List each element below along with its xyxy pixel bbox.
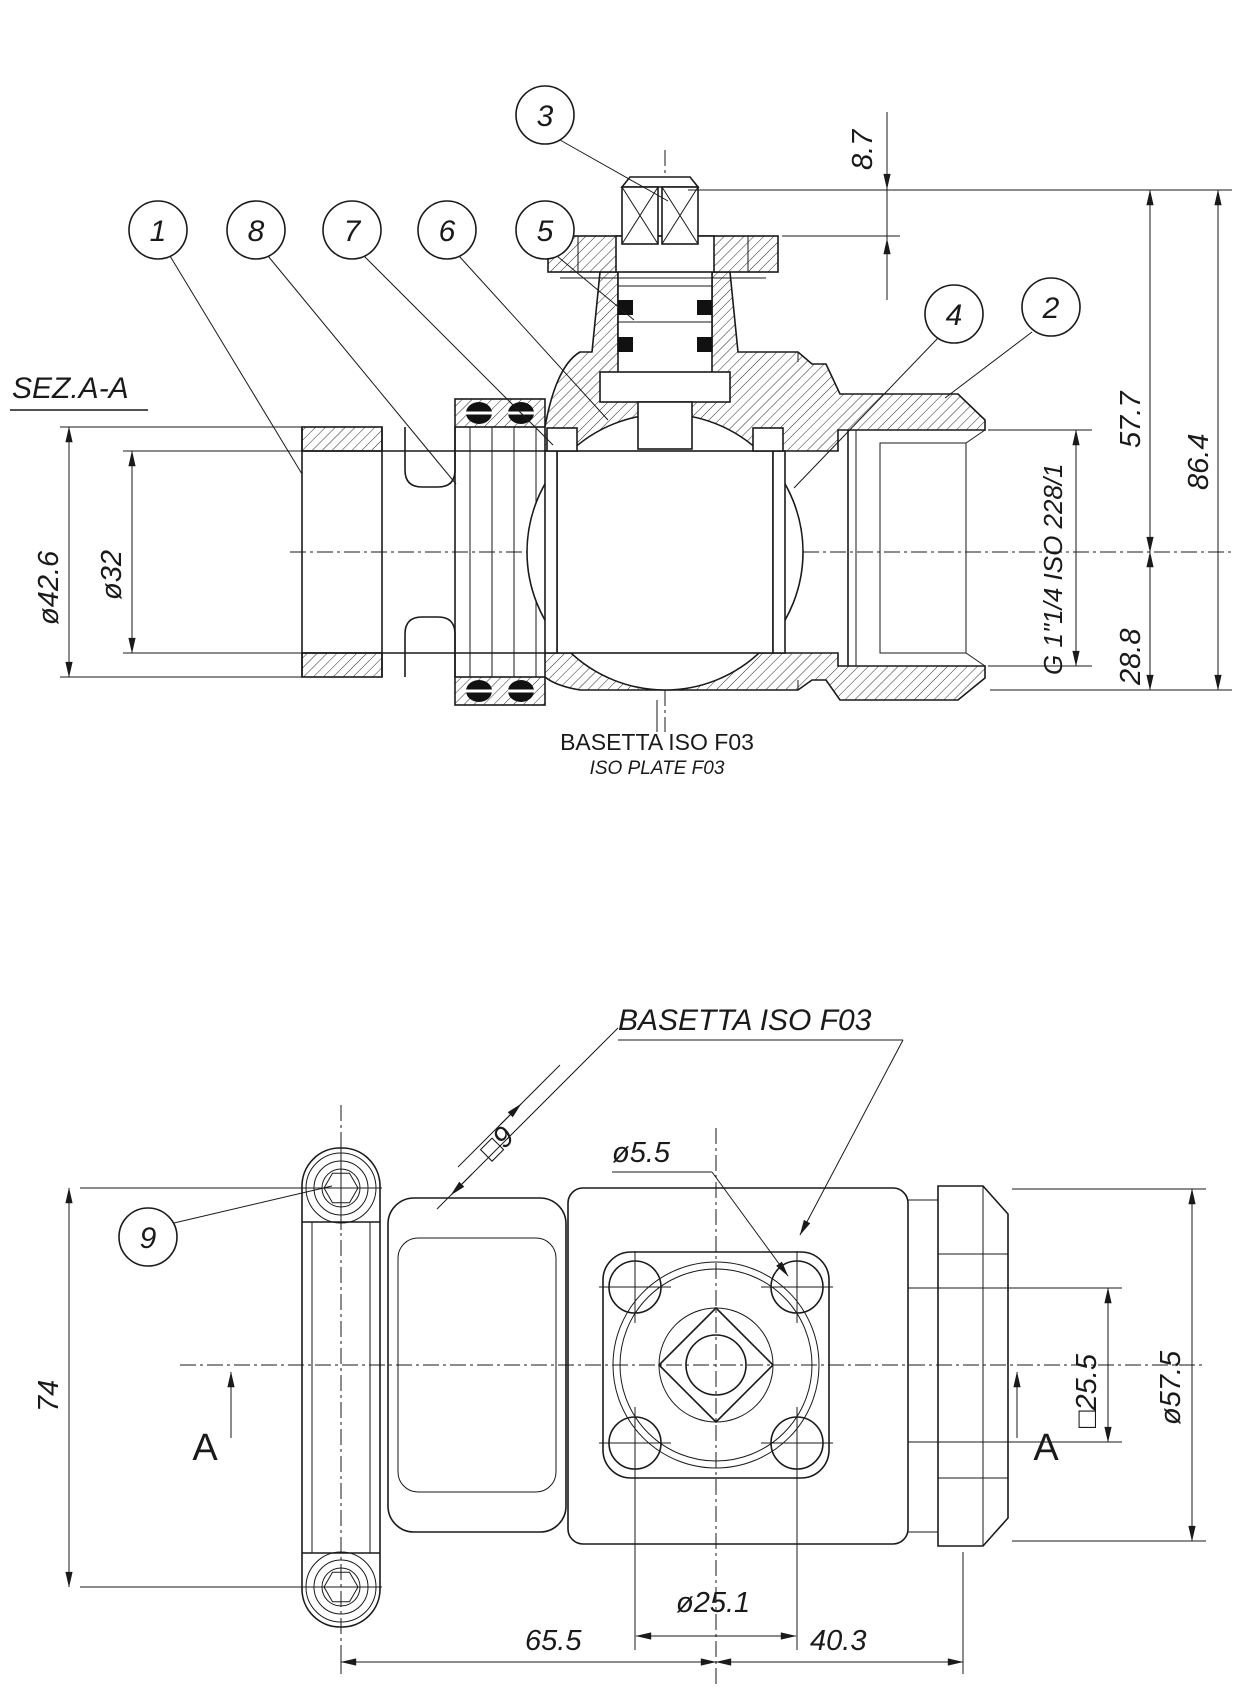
dim-stem-square <box>437 1028 618 1209</box>
dim-text-center-to-bottom: 28.8 <box>1115 628 1147 685</box>
dim-text-bolt-circle: ø25.1 <box>676 1587 751 1619</box>
dim-text-length-right: 40.3 <box>810 1625 867 1657</box>
plate-caption <box>560 700 754 779</box>
balloon-7-label: 7 <box>343 215 361 248</box>
balloon-1-label: 1 <box>149 215 167 248</box>
ball-and-bore <box>527 414 803 690</box>
bottom-title-text: BASETTA ISO F03 <box>618 1004 872 1037</box>
seat-retainer-right <box>753 428 783 451</box>
dim-text-union-od: ø42.6 <box>33 550 65 625</box>
section-arrow-left <box>192 1372 231 1469</box>
dim-center-to-top <box>1115 190 1150 552</box>
outlet-nut-side <box>908 1186 1008 1546</box>
dim-text-nut-square: □25.5 <box>1071 1354 1103 1428</box>
stem-o-ring <box>697 300 712 315</box>
balloon-2-label: 2 <box>1042 292 1060 325</box>
section-arrow-right <box>1017 1372 1059 1469</box>
union-flange-top-cap <box>302 427 382 451</box>
flow-bore <box>557 451 773 653</box>
section-arrow-label-left: A <box>192 1427 218 1469</box>
seat-retainer-left <box>547 428 577 451</box>
balloon-3-label: 3 <box>536 100 554 133</box>
section-arrow-label-right: A <box>1033 1427 1059 1469</box>
stem-tang <box>638 402 692 449</box>
dim-text-plate-hole: ø5.5 <box>612 1137 671 1169</box>
dim-center-to-bottom <box>990 552 1232 690</box>
dim-lengths <box>341 1552 963 1674</box>
dim-text-stem-protrusion: 8.7 <box>847 129 879 170</box>
side-view <box>33 1004 1206 1688</box>
balloon-callout-9 <box>119 1186 332 1266</box>
stem-collar <box>600 372 730 402</box>
balloon-5-label: 5 <box>536 215 554 248</box>
balloon-6-label: 6 <box>438 215 456 248</box>
stem-knurled-top <box>622 177 698 244</box>
union-flange-bottom-cap <box>302 653 382 677</box>
plate-caption-line1: BASETTA ISO F03 <box>560 729 754 755</box>
plate-caption-line2: ISO PLATE F03 <box>589 758 725 779</box>
balloon-4-label: 4 <box>945 299 963 332</box>
dim-text-total-height: 86.4 <box>1183 433 1215 490</box>
balloon-8-label: 8 <box>247 215 265 248</box>
dim-text-bore: ø32 <box>96 550 128 600</box>
dim-text-stem-square: □9 <box>474 1120 521 1167</box>
seat-ring-right <box>773 451 785 653</box>
dim-text-center-to-top: 57.7 <box>1115 391 1147 448</box>
dim-plate-hole <box>612 1137 788 1276</box>
thread-root <box>880 443 966 653</box>
dim-text-flange-bolt-spacing: 74 <box>33 1379 65 1412</box>
stem-o-ring <box>618 337 633 352</box>
dim-union-od <box>33 427 302 677</box>
section-label: SEZ.A-A <box>12 372 129 405</box>
dim-text-nut-od: ø57.5 <box>1155 1350 1187 1425</box>
body-front-face <box>568 1188 908 1544</box>
dim-total-height <box>1183 190 1218 690</box>
bottom-view-title <box>618 1004 903 1235</box>
seat-ring-left <box>545 451 557 653</box>
section-view-a-a <box>10 86 1232 779</box>
dim-bore <box>96 451 385 653</box>
balloon-9-label: 9 <box>139 1222 157 1255</box>
dim-text-port-thread: G 1"1/4 ISO 228/1 <box>1038 463 1068 675</box>
stem-o-ring <box>697 337 712 352</box>
dim-text-length-left: 65.5 <box>525 1625 582 1657</box>
